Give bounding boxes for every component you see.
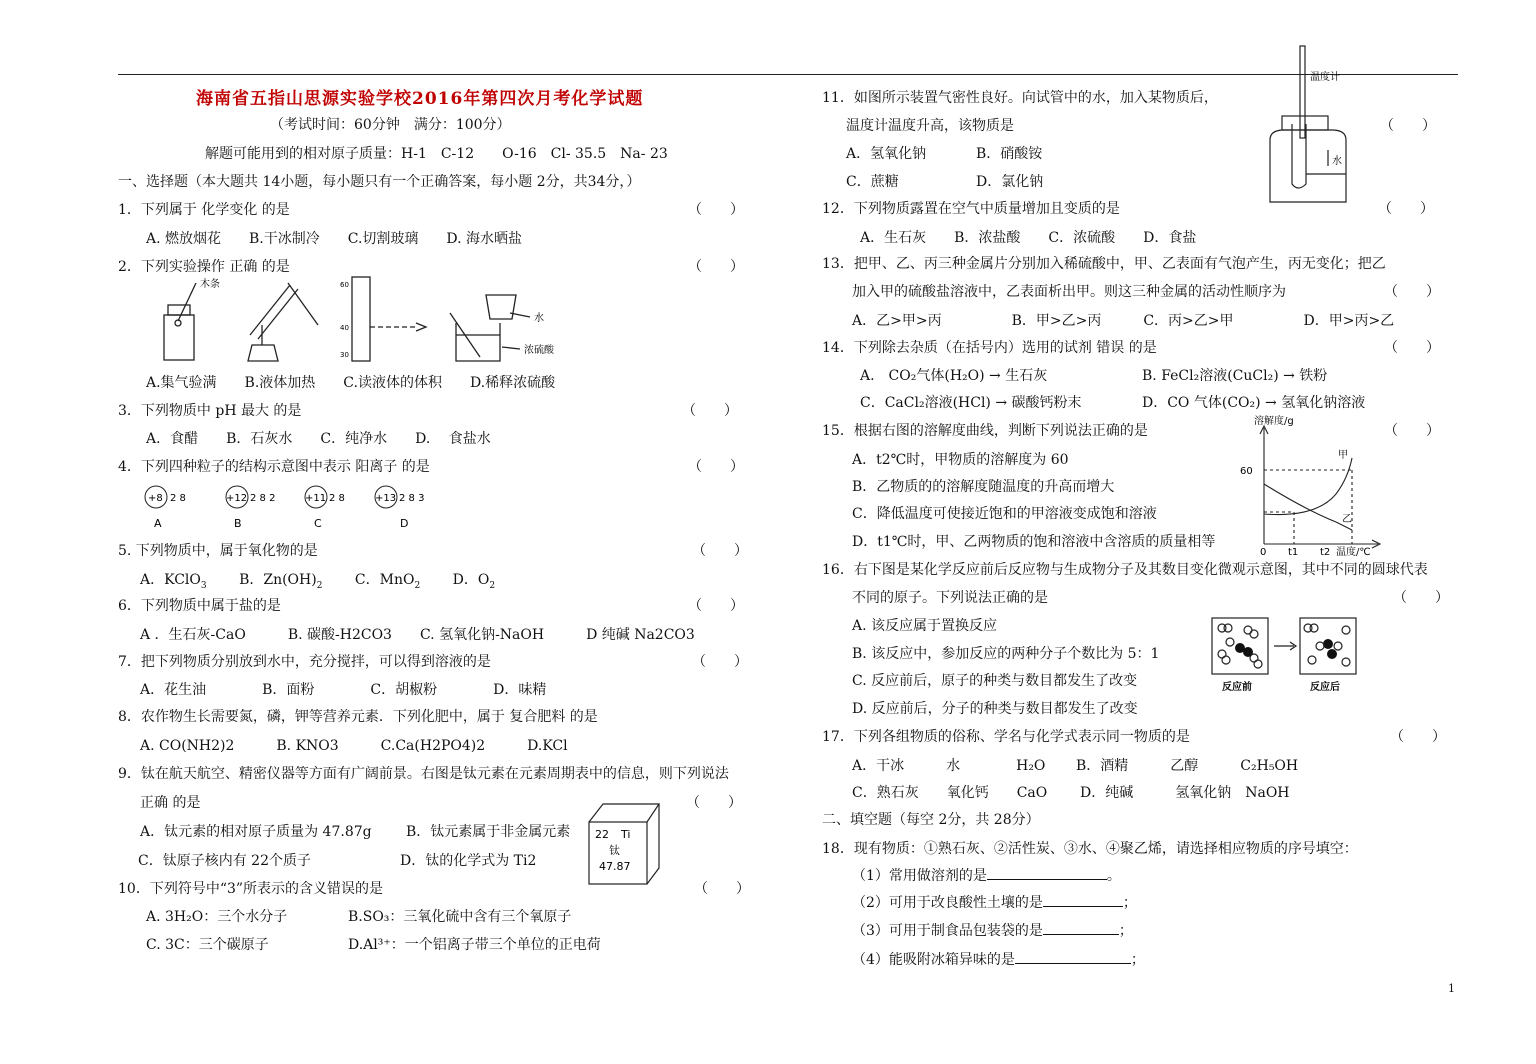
solubility-tick-60: 60 [1240,466,1253,477]
particle-b-nucleus: +12 [226,493,248,504]
q17-answer-paren: （ ） [1390,729,1446,745]
q5-options: A．KClO$_3$ B．$Zn(OH)_2$ C．MnO$_2$ D．$O_2$ [140,572,496,591]
q8-options: A. CO(NH2)2 B. KNO3 C.Ca(H2PO4)2 D.KCl [140,738,568,754]
particle-c-label: C [314,517,322,530]
q14-opt-b: B. FeCl₂溶液(CuCl₂) → 铁粉 [1142,368,1328,384]
page-number: 1 [1448,982,1455,995]
label-conc-acid: 浓硫酸 [524,345,554,356]
q4-particle-diagrams [140,480,450,532]
q7-answer-paren: （ ） [692,654,748,670]
q16-opt-a: A. 该反应属于置换反应 [852,618,998,634]
q17-opt-a: A．干冰 水 H₂O [852,758,1046,774]
q18-blank-2[interactable] [1043,892,1123,907]
q15-stem: 15．根据右图的溶解度曲线，判断下列说法正确的是 [822,423,1148,439]
q14-opt-c: C．CaCl₂溶液(HCl) → 碳酸钙粉末 [860,395,1082,411]
q11-opt-b: B．硝酸铵 [976,146,1043,162]
q15-opt-a: A．t2℃时，甲物质的溶解度为 60 [852,452,1069,468]
q18-blank-3[interactable] [1043,920,1119,935]
q9-stem: 9．钛在航天航空、精密仪器等方面有广阔前景。右图是钛元素在元素周期表中的信息，则下列说法 [118,766,729,782]
label-before: 反应前 [1222,682,1252,693]
particle-d-shells: 2 8 3 [399,493,425,504]
particle-a-shells: 2 8 [170,493,186,504]
q16-opt-d: D. 反应前后，分子的种类与数目都发生了改变 [852,701,1138,717]
q10-stem: 10．下列符号中“3”所表示的含义错误的是 [118,881,384,897]
particle-b-label: B [234,517,242,530]
particle-d-label: D [400,517,409,530]
q11-answer-paren: （ ） [1380,118,1436,134]
q5-opt-d: D．O [452,572,490,588]
label-mutiao: 木条 [200,279,220,290]
label-after: 反应后 [1310,682,1340,693]
q18-item-1: （1）常用做溶剂的是 。 [852,865,1121,885]
q6-stem: 6．下列物质中属于盐的是 [118,598,281,614]
q11-stem2: 温度计温度升高，该物质是 [846,118,1014,134]
q14-opt-d: D．CO 气体(CO₂) → 氢氧化钠溶液 [1142,395,1366,411]
q15-opt-c: C．降低温度可使接近饱和的甲溶液变成饱和溶液 [852,506,1157,522]
q1-answer-paren: （ ） [688,202,744,218]
q12-answer-paren: （ ） [1378,201,1434,217]
q5-stem: 5. 下列物质中，属于氧化物的是 [118,543,318,559]
q7-stem: 7．把下列物质分别放到水中，充分搅拌，可以得到溶液的是 [118,654,491,670]
label-water: 水 [534,313,544,324]
q17-opt-d: D．纯碱 氢氧化钠 NaOH [1080,785,1290,801]
q17-stem: 17．下列各组物质的俗称、学名与化学式表示同一物质的是 [822,729,1190,745]
q12-options: A．生石灰 B．浓盐酸 C．浓硫酸 D．食盐 [860,230,1197,246]
tick-30: 30 [340,351,349,359]
q8-stem: 8．农作物生长需要氮，磷，钾等营养元素．下列化肥中，属于 复合肥料 的是 [118,709,598,725]
titanium-element-card [587,800,663,888]
q2-answer-paren: （ ） [688,259,744,275]
q10-answer-paren: （ ） [694,881,750,897]
q4-stem: 4．下列四种粒子的结构示意图中表示 阳离子 的是 [118,459,430,475]
exam-info: （考试时间：60分钟 满分：100分） [270,117,511,133]
q3-answer-paren: （ ） [682,403,738,419]
q13-stem2: 加入甲的硫酸盐溶液中，乙表面析出甲。则这三种金属的活动性顺序为 [852,284,1286,300]
q15-opt-d: D．t1℃时，甲、乙两物质的饱和溶液中含溶质的质量相等 [852,534,1216,550]
q14-opt-a: A. CO₂气体(H₂O) → 生石灰 [860,368,1048,384]
q2-stem: 2．下列实验操作 正确 的是 [118,259,290,275]
section1-heading: 一、选择题（本大题共 14小题，每小题只有一个正确答案，每小题 2分，共34分，） [118,174,641,190]
q16-answer-paren: （ ） [1393,590,1449,606]
q6-options: A ．生石灰-CaO B. 碳酸-H2CO3 C. 氢氧化钠-NaOH D 纯碱 Na2CO3 [140,627,695,643]
curve-yi-label: 乙 [1342,514,1352,525]
q1-options: A. 燃放烟花 B.干冰制冷 C.切割玻璃 D. 海水晒盐 [146,231,523,247]
q18-blank-1[interactable] [987,865,1107,880]
q2-options: A.集气验满 B.液体加热 C.读液体的体积 D.稀释浓硫酸 [146,375,556,391]
solubility-tick-t1: t1 [1288,547,1299,558]
q16-opt-b: B. 该反应中，参加反应的两种分子个数比为 5：1 [852,646,1160,662]
tick-60: 60 [340,281,349,289]
q12-stem: 12．下列物质露置在空气中质量增加且变质的是 [822,201,1120,217]
exam-title: 海南省五指山思源实验学校2016年第四次月考化学试题 [196,89,644,109]
atomic-masses: 解题可能用到的相对原子质量：H-1 C-12 O-16 Cl- 35.5 Na- 23 [205,146,668,162]
q16-stem2: 不同的原子。下列说法正确的是 [852,590,1048,606]
q15-answer-paren: （ ） [1384,423,1440,439]
q11-opt-c: C．蔗糖 [846,174,899,190]
q9-stem2: 正确 的是 [140,795,201,811]
q4-answer-paren: （ ） [688,459,744,475]
particle-b-shells: 2 8 2 [250,493,276,504]
particle-d-nucleus: +13 [375,493,397,504]
particle-a-label: A [154,517,162,530]
q9-opt-c: C．钛原子核内有 22个质子 [138,853,311,869]
q9-opt-b: B．钛元素属于非金属元素 [406,824,571,840]
card-number: 22 [595,828,609,841]
q14-stem: 14．下列除去杂质（在括号内）选用的试剂 错误 的是 [822,340,1157,356]
q11-opt-a: A．氢氧化钠 [846,146,927,162]
q18-stem: 18．现有物质：①熟石灰、②活性炭、③水、④聚乙烯，请选择相应物质的序号填空： [822,841,1358,857]
q18-item-4: （4）能吸附冰箱异味的是 ； [852,949,1145,969]
curve-jia-label: 甲 [1338,450,1348,461]
tick-40: 40 [340,324,349,332]
card-symbol: Ti [621,828,631,841]
solubility-y-label: 溶解度/g [1254,416,1294,427]
q6-answer-paren: （ ） [688,598,744,614]
card-mass: 47.87 [599,860,631,873]
q18-item-3: （3）可用于制食品包装袋的是 ； [852,920,1133,940]
card-name: 钛 [609,844,620,857]
q9-opt-d: D．钛的化学式为 Ti2 [400,853,537,869]
q13-options: A．乙>甲>丙 B．甲>乙>丙 C．丙>乙>甲 D．甲>丙>乙 [852,313,1395,329]
q13-answer-paren: （ ） [1384,284,1440,300]
q15-opt-b: B．乙物质的的溶解度随温度的升高而增大 [852,479,1115,495]
q7-options: A．花生油 B．面粉 C．胡椒粉 D．味精 [140,682,547,698]
q10-opt-c: C. 3C：三个碳原子 [146,937,269,953]
label-thermometer: 温度计 [1310,72,1340,83]
solubility-origin: 0 [1260,547,1267,558]
q18-blank-4[interactable] [1015,949,1131,964]
q5-answer-paren: （ ） [692,543,748,559]
q13-stem: 13．把甲、乙、丙三种金属片分别加入稀硫酸中，甲、乙表面有气泡产生，丙无变化；把乙 [822,256,1386,272]
solubility-tick-t2: t2 [1320,547,1331,558]
q11-stem: 11．如图所示装置气密性良好。向试管中的水，加入某物质后， [822,90,1218,106]
q2-lab-figures [150,275,570,367]
label-water-q11: 水 [1332,156,1342,167]
q5-opt-a: A．KClO [140,572,201,588]
q17-opt-b: B．酒精 乙醇 C₂H₅OH [1076,758,1299,774]
q5-opt-c: C．MnO [354,572,415,588]
solubility-x-label: 温度/℃ [1336,547,1371,558]
particle-a-nucleus: +8 [148,493,163,504]
q18-item-2: （2）可用于改良酸性土壤的是 ； [852,892,1137,912]
q5-opt-b: B．Zn(OH) [239,572,317,588]
q3-stem: 3．下列物质中 pH 最大 的是 [118,403,302,419]
q11-opt-d: D．氯化钠 [976,174,1044,190]
q14-answer-paren: （ ） [1384,340,1440,356]
q15-solubility-figure [1236,414,1386,558]
q10-opt-d: D.Al³⁺：一个铝离子带三个单位的正电荷 [348,937,601,953]
q1-stem: 1．下列属于 化学变化 的是 [118,202,290,218]
q16-opt-c: C. 反应前后，原子的种类与数目都发生了改变 [852,673,1138,689]
header-rule [118,74,1458,75]
q11-apparatus-figure [1262,44,1362,208]
particle-c-shells: 2 8 [329,493,345,504]
q9-opt-a: A．钛元素的相对原子质量为 47.87g [140,824,372,840]
q3-options: A．食醋 B．石灰水 C．纯净水 D. 食盐水 [146,431,491,447]
q9-answer-paren: （ ） [686,795,742,811]
q17-opt-c: C．熟石灰 氧化钙 CaO [852,785,1048,801]
particle-c-nucleus: +11 [305,493,327,504]
q16-stem: 16．右下图是某化学反应前后反应物与生成物分子及其数目变化微观示意图，其中不同的圆球代表 [822,562,1428,578]
q16-reaction-figure [1208,614,1368,694]
section2-heading: 二、填空题（每空 2分，共 28分） [822,812,1040,828]
q10-opt-b: B.SO₃：三氧化硫中含有三个氧原子 [348,909,572,925]
q10-opt-a: A. 3H₂O：三个水分子 [146,909,288,925]
